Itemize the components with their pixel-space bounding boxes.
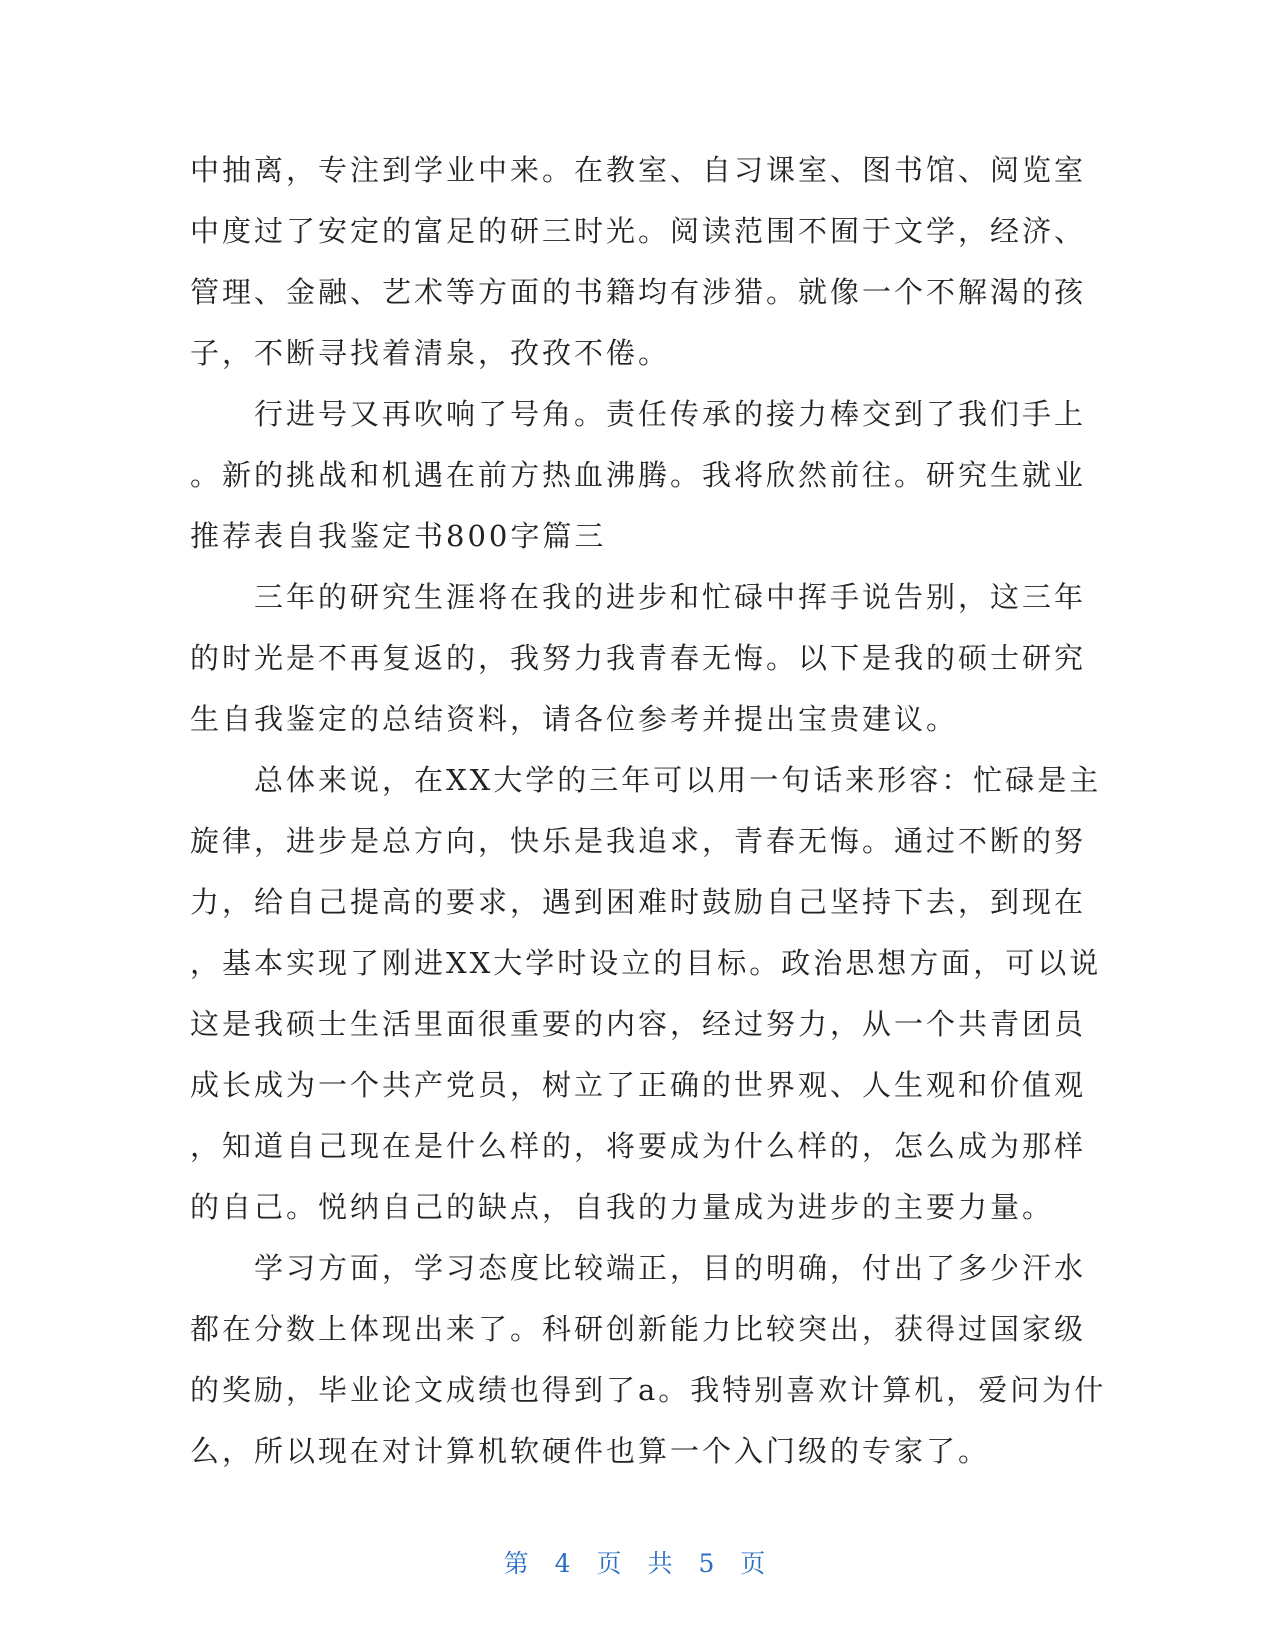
- text-line: 管理、金融、艺术等方面的书籍均有涉猎。就像一个不解渴的孩: [190, 275, 1087, 309]
- footer-label-page-unit: 页: [596, 1549, 628, 1578]
- text-line: ，知道自己现在是什么样的，将要成为什么样的，怎么成为那样: [190, 1129, 1087, 1163]
- text-line: 推荐表自我鉴定书800字篇三: [190, 519, 607, 553]
- document-body: [190, 140, 1107, 1482]
- page-footer: [0, 1544, 1275, 1580]
- text-line: 成长成为一个共产党员，树立了正确的世界观、人生观和价值观: [190, 1068, 1087, 1102]
- paragraph-start-line: 行进号又再吹响了号角。责任传承的接力棒交到了我们手上: [190, 397, 1087, 431]
- footer-total-pages: 5: [698, 1549, 721, 1578]
- paragraph-start-line: 学习方面，学习态度比较端正，目的明确，付出了多少汗水: [190, 1251, 1087, 1285]
- text-line: 都在分数上体现出来了。科研创新能力比较突出，获得过国家级: [190, 1312, 1087, 1346]
- text-line: 这是我硕士生活里面很重要的内容，经过努力，从一个共青团员: [190, 1007, 1087, 1041]
- text-line: 力，给自己提高的要求，遇到困难时鼓励自己坚持下去，到现在: [190, 885, 1087, 919]
- paragraph-start-line: 三年的研究生涯将在我的进步和忙碌中挥手说告别，这三年: [190, 580, 1087, 614]
- text-line: 的奖励，毕业论文成绩也得到了a。我特别喜欢计算机，爱问为什: [190, 1373, 1107, 1407]
- text-line: 生自我鉴定的总结资料，请各位参考并提出宝贵建议。: [190, 702, 959, 736]
- text-line: 么，所以现在对计算机软硬件也算一个入门级的专家了。: [190, 1434, 991, 1468]
- text-line: 的时光是不再复返的，我努力我青春无悔。以下是我的硕士研究: [190, 641, 1087, 675]
- text-line: 旋律，进步是总方向，快乐是我追求，青春无悔。通过不断的努: [190, 824, 1087, 858]
- footer-current-page: 4: [554, 1549, 577, 1578]
- text-line: 。新的挑战和机遇在前方热血沸腾。我将欣然前往。研究生就业: [190, 458, 1087, 492]
- footer-label-page: 第: [503, 1549, 535, 1578]
- footer-label-total: 共: [647, 1549, 679, 1578]
- text-line: 的自己。悦纳自己的缺点，自我的力量成为进步的主要力量。: [190, 1190, 1055, 1224]
- text-line: 子，不断寻找着清泉，孜孜不倦。: [190, 336, 671, 370]
- text-line: 中抽离，专注到学业中来。在教室、自习课室、图书馆、阅览室: [190, 153, 1087, 187]
- text-line: ，基本实现了刚进XX大学时设立的目标。政治思想方面，可以说: [190, 946, 1102, 980]
- footer-label-total-unit: 页: [740, 1549, 772, 1578]
- paragraph-start-line: 总体来说，在XX大学的三年可以用一句话来形容：忙碌是主: [190, 763, 1102, 797]
- text-line: 中度过了安定的富足的研三时光。阅读范围不囿于文学，经济、: [190, 214, 1087, 248]
